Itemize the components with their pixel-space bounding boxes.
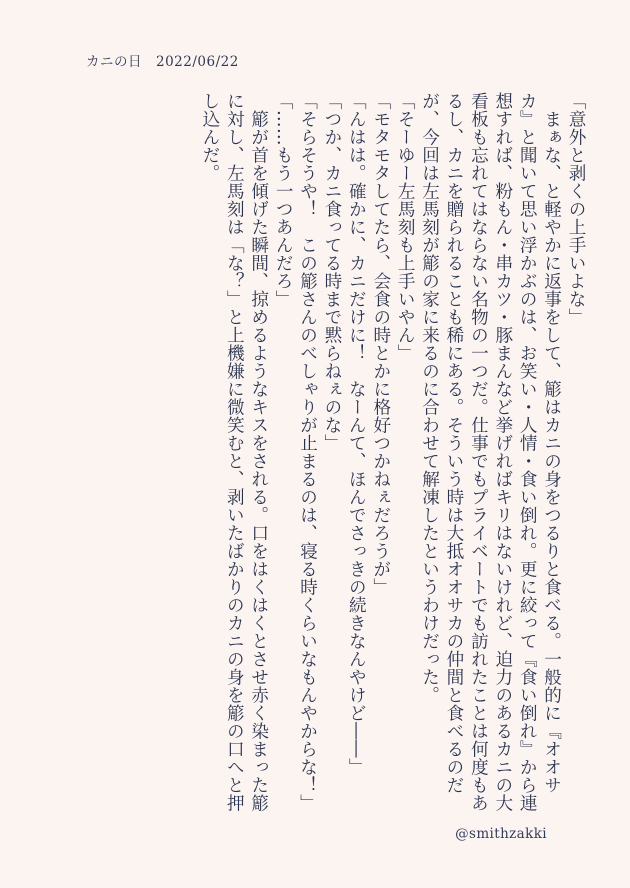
story-paragraph: 「モタモタしてたら、会食の時とかに格好つかねぇだろうが」 <box>370 92 391 596</box>
author-credit: @smithzakki <box>455 826 547 842</box>
story-paragraph: 「そらそうや！ この簓さんのべしゃりが止まるのは、寝る時くらいなもんやからな！」 <box>297 92 318 812</box>
story-paragraph: 簓が首を傾げた瞬間、掠めるようなキスをされる。口をはくはくとさせ赤く染まった簓に対し、左馬刻は「な？」と上機嫌に微笑むと、剥いたばかりのカニの身を簓の口へと押し込んだ。 <box>199 92 269 812</box>
story-date: 2022/06/22 <box>156 54 239 70</box>
story-paragraph: 「んはは。確かに、カニだけに！ なーんて、ほんでさっきの続きなんやけど――」 <box>346 92 367 776</box>
story-paragraph: 「つか、カニ食ってる時まで黙らねぇのな」 <box>321 92 342 452</box>
page-header <box>86 50 239 70</box>
story-paragraph: 「意外と剥くの上手いよな」 <box>566 92 586 326</box>
story-paragraph: まぁな、と軽やかに返事をして、簓はカニの身をつるりと食べる。一般的に『オオサカ』と聞いて思い浮かぶのは、お笑い・人情・食い倒れ。更に絞って『食い倒れ』から連想すれば、粉もん・串カツ・豚まんなど挙げればキリはないけれど、迫力のあるカニの大看板も忘れてはならない名物の一つだ。仕事でもプライベートでも訪れたことは何度もあるし、カニを贈られることも稀にある。そういう時は大抵オオサカの仲間と食べるのだが、今回は左馬刻が簓の家に来るのに合わせて解凍したというわけだった。 <box>419 92 562 812</box>
story-title: カニの日 <box>86 54 142 70</box>
story-paragraph: 「……もう一つあんだろ」 <box>273 92 294 308</box>
story-paragraph: 「そーゆー左馬刻も上手いやん」 <box>395 92 416 362</box>
story-body <box>80 92 588 812</box>
